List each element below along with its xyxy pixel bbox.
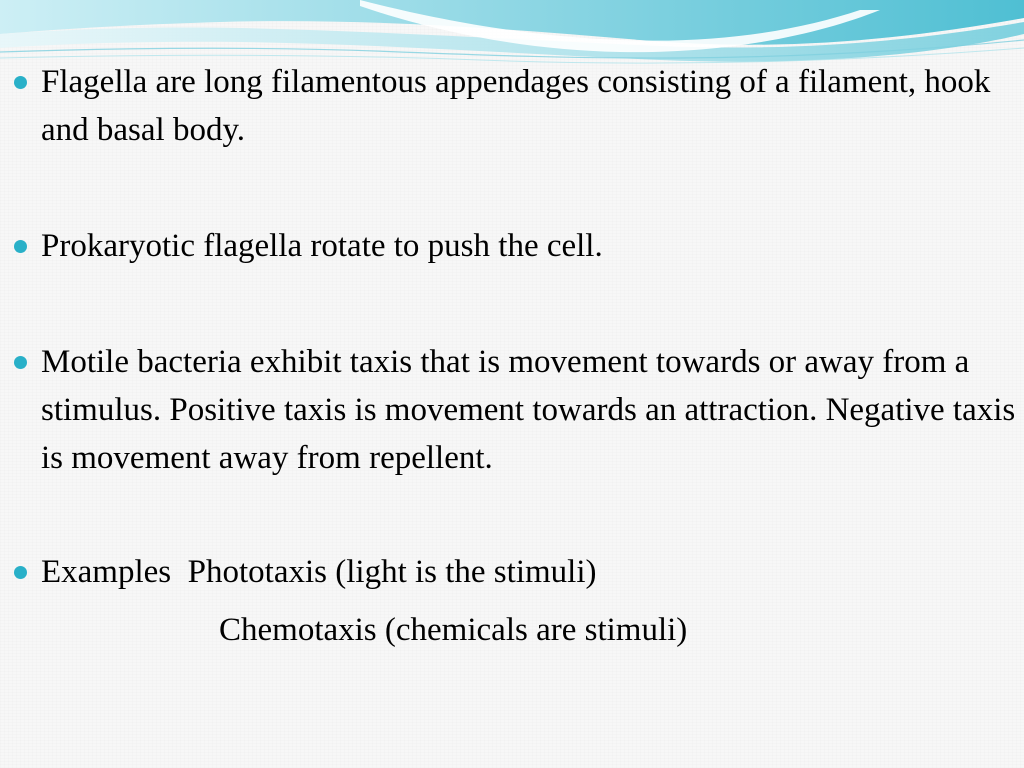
bullet-dot-icon <box>14 76 27 89</box>
bullet-text: Flagella are long filamentous appendages consisting of a filament, hook and basal body. <box>41 64 991 148</box>
bullet-item-flagella <box>14 58 1018 154</box>
bullet-item-rotation <box>14 222 1018 270</box>
bullet-list <box>14 58 1018 654</box>
bullet-item-examples <box>14 548 1018 654</box>
examples-label: Examples <box>41 554 172 590</box>
bullet-text: Motile bacteria exhibit taxis that is movement towards or away from a stimulus. Positive taxis is movement towards an attraction. Negative taxis is movement away from repellent. <box>41 344 1016 476</box>
examples-first-line <box>41 548 1018 596</box>
examples-phototaxis: Phototaxis (light is the stimuli) <box>187 554 597 590</box>
bullet-dot-icon <box>14 240 27 253</box>
examples-chemotaxis: Chemotaxis (chemicals are stimuli) <box>219 612 688 648</box>
bullet-text: Prokaryotic flagella rotate to push the cell. <box>41 228 603 264</box>
bullet-dot-icon <box>14 566 27 579</box>
bullet-item-taxis <box>14 338 1018 482</box>
bullet-dot-icon <box>14 356 27 369</box>
